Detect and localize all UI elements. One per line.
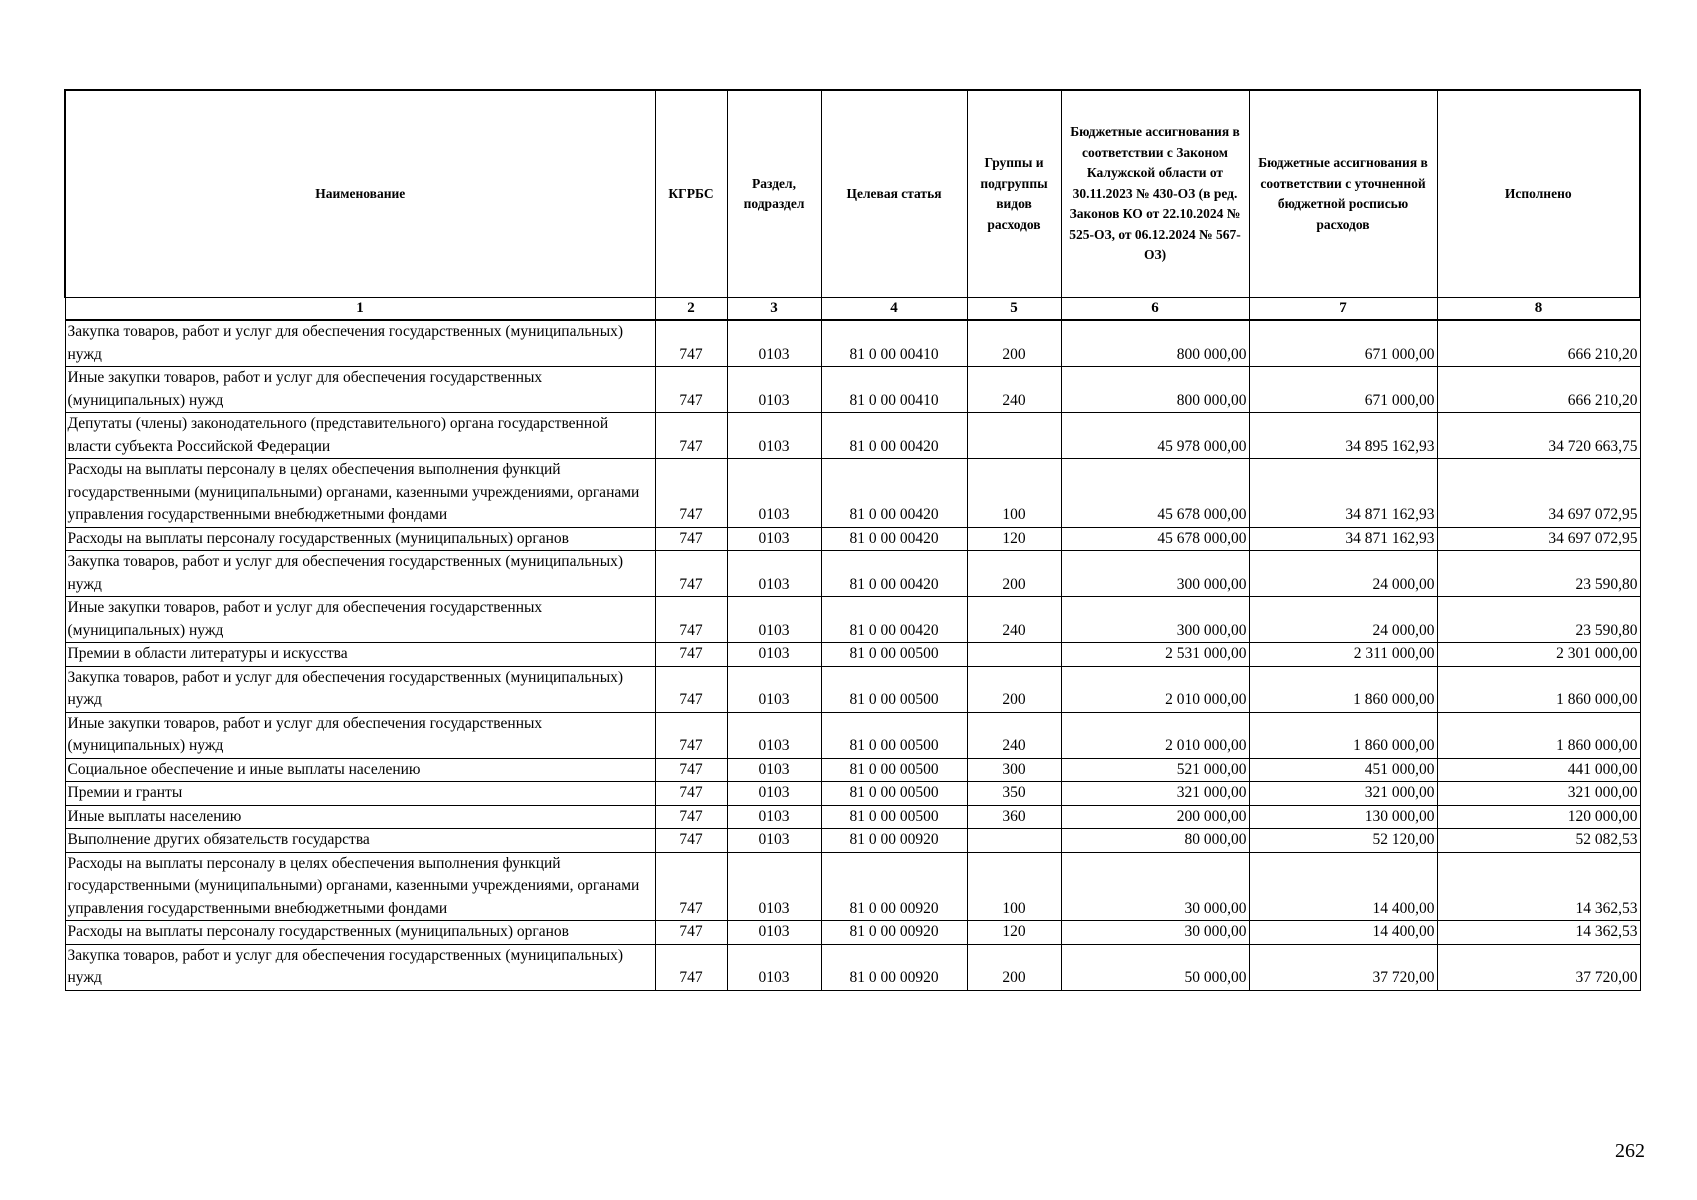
row-expense-group-cell: 350 (967, 782, 1061, 806)
row-name-cell: Премии в области литературы и искусства (65, 643, 655, 667)
row-executed-amount-cell: 14 362,53 (1437, 852, 1640, 921)
row-target-article-cell: 81 0 00 00420 (821, 413, 967, 459)
header-law-assignments: Бюджетные ассигнования в соответствии с Законом Калужской области от 30.11.2023 № 430-ОЗ (в ред. Законов КО от 22.10.2024 № 525-ОЗ, от 06.12.2024 № 567-ОЗ) (1061, 90, 1249, 298)
row-refined-amount-cell: 1 860 000,00 (1249, 712, 1437, 758)
table-row (65, 527, 1640, 551)
row-expense-group-cell: 300 (967, 758, 1061, 782)
page-number: 262 (1615, 1140, 1645, 1162)
column-number: 2 (655, 298, 727, 321)
table-row (65, 367, 1640, 413)
row-kgrbs-cell: 747 (655, 852, 727, 921)
row-target-article-cell: 81 0 00 00420 (821, 459, 967, 528)
row-executed-amount-cell: 1 860 000,00 (1437, 712, 1640, 758)
row-kgrbs-cell: 747 (655, 666, 727, 712)
row-target-article-cell: 81 0 00 00410 (821, 320, 967, 367)
row-name-cell: Социальное обеспечение и иные выплаты населению (65, 758, 655, 782)
row-kgrbs-cell: 747 (655, 367, 727, 413)
row-refined-amount-cell: 1 860 000,00 (1249, 666, 1437, 712)
row-refined-amount-cell: 2 311 000,00 (1249, 643, 1437, 667)
row-kgrbs-cell: 747 (655, 712, 727, 758)
row-target-article-cell: 81 0 00 00500 (821, 643, 967, 667)
header-executed: Исполнено (1437, 90, 1640, 298)
row-target-article-cell: 81 0 00 00420 (821, 551, 967, 597)
row-section-cell: 0103 (727, 805, 821, 829)
column-number: 6 (1061, 298, 1249, 321)
row-name-cell: Иные выплаты населению (65, 805, 655, 829)
row-executed-amount-cell: 321 000,00 (1437, 782, 1640, 806)
row-refined-amount-cell: 130 000,00 (1249, 805, 1437, 829)
table-row (65, 597, 1640, 643)
column-number: 7 (1249, 298, 1437, 321)
column-number: 1 (65, 298, 655, 321)
row-expense-group-cell (967, 829, 1061, 853)
row-law-amount-cell: 300 000,00 (1061, 597, 1249, 643)
row-name-cell: Расходы на выплаты персоналу в целях обеспечения выполнения функций государственными (муниципальными) органами, казенными учреждениями, органами управления государственными внебюджетными фондами (65, 459, 655, 528)
row-law-amount-cell: 50 000,00 (1061, 944, 1249, 990)
budget-table (64, 89, 1641, 991)
row-section-cell: 0103 (727, 921, 821, 945)
row-target-article-cell: 81 0 00 00920 (821, 829, 967, 853)
table-row (65, 921, 1640, 945)
table-row (65, 944, 1640, 990)
header-row (65, 90, 1640, 298)
row-refined-amount-cell: 34 895 162,93 (1249, 413, 1437, 459)
row-expense-group-cell: 120 (967, 921, 1061, 945)
table-row (65, 852, 1640, 921)
row-executed-amount-cell: 2 301 000,00 (1437, 643, 1640, 667)
row-refined-amount-cell: 52 120,00 (1249, 829, 1437, 853)
row-expense-group-cell: 360 (967, 805, 1061, 829)
row-kgrbs-cell: 747 (655, 921, 727, 945)
row-target-article-cell: 81 0 00 00410 (821, 367, 967, 413)
row-expense-group-cell: 100 (967, 852, 1061, 921)
row-executed-amount-cell: 23 590,80 (1437, 597, 1640, 643)
row-target-article-cell: 81 0 00 00500 (821, 805, 967, 829)
row-section-cell: 0103 (727, 666, 821, 712)
row-section-cell: 0103 (727, 597, 821, 643)
row-name-cell: Закупка товаров, работ и услуг для обеспечения государственных (муниципальных) нужд (65, 666, 655, 712)
row-refined-amount-cell: 34 871 162,93 (1249, 459, 1437, 528)
row-law-amount-cell: 300 000,00 (1061, 551, 1249, 597)
table-row (65, 643, 1640, 667)
header-kgrbs: КГРБС (655, 90, 727, 298)
table-row (65, 413, 1640, 459)
row-refined-amount-cell: 14 400,00 (1249, 852, 1437, 921)
row-target-article-cell: 81 0 00 00500 (821, 782, 967, 806)
row-section-cell: 0103 (727, 459, 821, 528)
row-refined-amount-cell: 671 000,00 (1249, 320, 1437, 367)
row-refined-amount-cell: 321 000,00 (1249, 782, 1437, 806)
row-executed-amount-cell: 14 362,53 (1437, 921, 1640, 945)
row-kgrbs-cell: 747 (655, 413, 727, 459)
row-name-cell: Расходы на выплаты персоналу в целях обеспечения выполнения функций государственными (муниципальными) органами, казенными учреждениями, органами управления государственными внебюджетными фондами (65, 852, 655, 921)
row-law-amount-cell: 2 010 000,00 (1061, 712, 1249, 758)
row-refined-amount-cell: 671 000,00 (1249, 367, 1437, 413)
row-name-cell: Выполнение других обязательств государства (65, 829, 655, 853)
row-law-amount-cell: 321 000,00 (1061, 782, 1249, 806)
row-name-cell: Закупка товаров, работ и услуг для обеспечения государственных (муниципальных) нужд (65, 944, 655, 990)
row-law-amount-cell: 30 000,00 (1061, 852, 1249, 921)
row-target-article-cell: 81 0 00 00500 (821, 758, 967, 782)
header-target-article: Целевая статья (821, 90, 967, 298)
row-section-cell: 0103 (727, 829, 821, 853)
row-executed-amount-cell: 1 860 000,00 (1437, 666, 1640, 712)
row-executed-amount-cell: 34 697 072,95 (1437, 459, 1640, 528)
row-law-amount-cell: 521 000,00 (1061, 758, 1249, 782)
row-expense-group-cell: 200 (967, 666, 1061, 712)
row-kgrbs-cell: 747 (655, 551, 727, 597)
row-expense-group-cell: 240 (967, 367, 1061, 413)
row-section-cell: 0103 (727, 944, 821, 990)
row-name-cell: Премии и гранты (65, 782, 655, 806)
row-expense-group-cell: 200 (967, 944, 1061, 990)
row-law-amount-cell: 200 000,00 (1061, 805, 1249, 829)
column-number-row (65, 298, 1640, 321)
row-executed-amount-cell: 34 720 663,75 (1437, 413, 1640, 459)
table-row (65, 551, 1640, 597)
row-kgrbs-cell: 747 (655, 758, 727, 782)
row-expense-group-cell: 240 (967, 712, 1061, 758)
row-law-amount-cell: 800 000,00 (1061, 367, 1249, 413)
row-law-amount-cell: 45 678 000,00 (1061, 527, 1249, 551)
row-refined-amount-cell: 34 871 162,93 (1249, 527, 1437, 551)
row-target-article-cell: 81 0 00 00920 (821, 944, 967, 990)
row-law-amount-cell: 2 010 000,00 (1061, 666, 1249, 712)
row-section-cell: 0103 (727, 413, 821, 459)
table-row (65, 459, 1640, 528)
row-section-cell: 0103 (727, 551, 821, 597)
row-section-cell: 0103 (727, 367, 821, 413)
row-executed-amount-cell: 441 000,00 (1437, 758, 1640, 782)
row-section-cell: 0103 (727, 782, 821, 806)
row-executed-amount-cell: 52 082,53 (1437, 829, 1640, 853)
row-target-article-cell: 81 0 00 00500 (821, 712, 967, 758)
row-kgrbs-cell: 747 (655, 597, 727, 643)
row-law-amount-cell: 30 000,00 (1061, 921, 1249, 945)
row-name-cell: Иные закупки товаров, работ и услуг для обеспечения государственных (муниципальных) нужд (65, 367, 655, 413)
row-expense-group-cell: 200 (967, 551, 1061, 597)
row-expense-group-cell: 120 (967, 527, 1061, 551)
row-law-amount-cell: 800 000,00 (1061, 320, 1249, 367)
header-expense-group: Группы и подгруппы видов расходов (967, 90, 1061, 298)
row-executed-amount-cell: 34 697 072,95 (1437, 527, 1640, 551)
table-row (65, 758, 1640, 782)
header-section: Раздел, подраздел (727, 90, 821, 298)
row-name-cell: Депутаты (члены) законодательного (представительного) органа государственной власти субъекта Российской Федерации (65, 413, 655, 459)
row-expense-group-cell: 240 (967, 597, 1061, 643)
table-row (65, 829, 1640, 853)
row-law-amount-cell: 80 000,00 (1061, 829, 1249, 853)
table-row (65, 782, 1640, 806)
row-refined-amount-cell: 14 400,00 (1249, 921, 1437, 945)
row-name-cell: Иные закупки товаров, работ и услуг для обеспечения государственных (муниципальных) нужд (65, 712, 655, 758)
row-name-cell: Закупка товаров, работ и услуг для обеспечения государственных (муниципальных) нужд (65, 320, 655, 367)
row-section-cell: 0103 (727, 320, 821, 367)
row-kgrbs-cell: 747 (655, 527, 727, 551)
row-executed-amount-cell: 37 720,00 (1437, 944, 1640, 990)
table-row (65, 712, 1640, 758)
row-name-cell: Иные закупки товаров, работ и услуг для обеспечения государственных (муниципальных) нужд (65, 597, 655, 643)
row-executed-amount-cell: 120 000,00 (1437, 805, 1640, 829)
row-refined-amount-cell: 451 000,00 (1249, 758, 1437, 782)
table-row (65, 320, 1640, 367)
row-executed-amount-cell: 666 210,20 (1437, 320, 1640, 367)
row-refined-amount-cell: 37 720,00 (1249, 944, 1437, 990)
row-name-cell: Закупка товаров, работ и услуг для обеспечения государственных (муниципальных) нужд (65, 551, 655, 597)
row-law-amount-cell: 45 678 000,00 (1061, 459, 1249, 528)
row-section-cell: 0103 (727, 527, 821, 551)
row-name-cell: Расходы на выплаты персоналу государственных (муниципальных) органов (65, 527, 655, 551)
row-kgrbs-cell: 747 (655, 320, 727, 367)
row-target-article-cell: 81 0 00 00420 (821, 597, 967, 643)
row-section-cell: 0103 (727, 712, 821, 758)
row-executed-amount-cell: 23 590,80 (1437, 551, 1640, 597)
row-section-cell: 0103 (727, 758, 821, 782)
row-section-cell: 0103 (727, 643, 821, 667)
row-executed-amount-cell: 666 210,20 (1437, 367, 1640, 413)
row-target-article-cell: 81 0 00 00500 (821, 666, 967, 712)
row-law-amount-cell: 45 978 000,00 (1061, 413, 1249, 459)
row-name-cell: Расходы на выплаты персоналу государственных (муниципальных) органов (65, 921, 655, 945)
row-target-article-cell: 81 0 00 00920 (821, 921, 967, 945)
table-row (65, 666, 1640, 712)
table-body (65, 320, 1640, 990)
row-expense-group-cell: 200 (967, 320, 1061, 367)
header-refined-assignments: Бюджетные ассигнования в соответствии с уточненной бюджетной росписью расходов (1249, 90, 1437, 298)
row-expense-group-cell (967, 413, 1061, 459)
row-law-amount-cell: 2 531 000,00 (1061, 643, 1249, 667)
row-kgrbs-cell: 747 (655, 944, 727, 990)
header-name: Наименование (65, 90, 655, 298)
row-target-article-cell: 81 0 00 00420 (821, 527, 967, 551)
table-row (65, 805, 1640, 829)
row-expense-group-cell (967, 643, 1061, 667)
row-kgrbs-cell: 747 (655, 459, 727, 528)
row-kgrbs-cell: 747 (655, 643, 727, 667)
row-kgrbs-cell: 747 (655, 782, 727, 806)
row-expense-group-cell: 100 (967, 459, 1061, 528)
row-refined-amount-cell: 24 000,00 (1249, 597, 1437, 643)
column-number: 3 (727, 298, 821, 321)
column-number: 4 (821, 298, 967, 321)
row-target-article-cell: 81 0 00 00920 (821, 852, 967, 921)
row-section-cell: 0103 (727, 852, 821, 921)
row-kgrbs-cell: 747 (655, 829, 727, 853)
column-number: 5 (967, 298, 1061, 321)
row-refined-amount-cell: 24 000,00 (1249, 551, 1437, 597)
column-number: 8 (1437, 298, 1640, 321)
row-kgrbs-cell: 747 (655, 805, 727, 829)
